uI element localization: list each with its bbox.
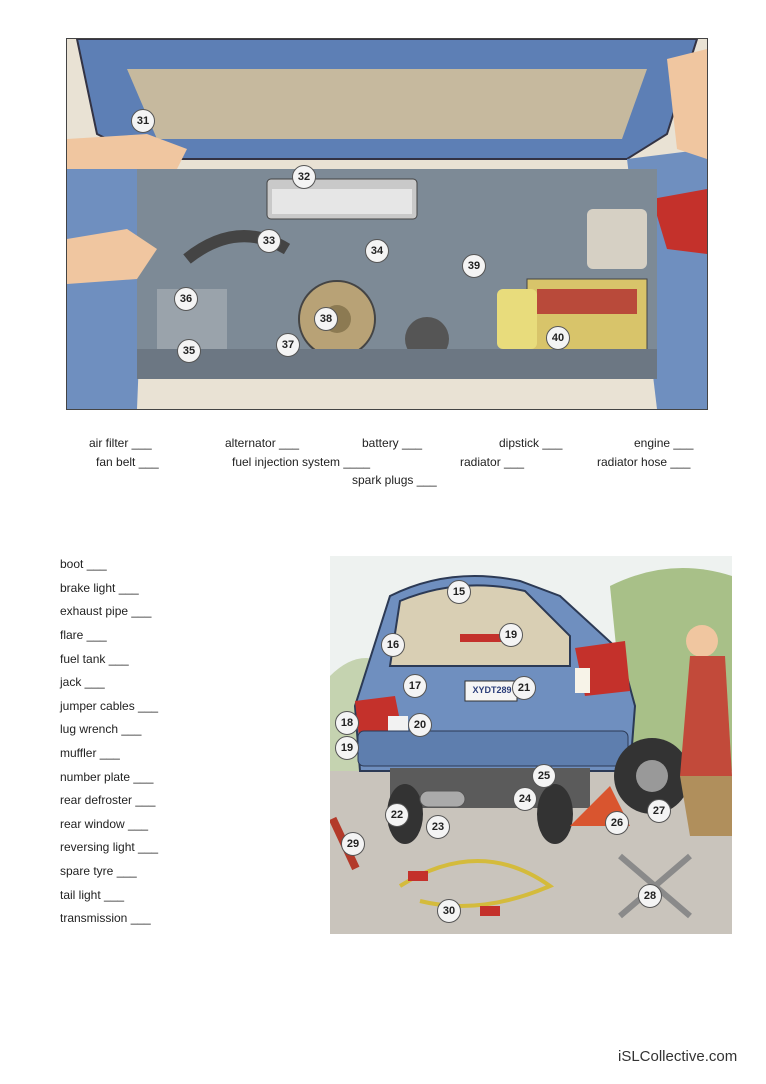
callout-37: 37 bbox=[276, 333, 300, 357]
label-alternator: alternator ___ bbox=[225, 436, 300, 450]
callout-27: 27 bbox=[647, 799, 671, 823]
list-item-number-plate: number plate ___ bbox=[60, 770, 154, 784]
callout-26: 26 bbox=[605, 811, 629, 835]
callout-38: 38 bbox=[314, 307, 338, 331]
callout-36: 36 bbox=[174, 287, 198, 311]
label-battery: battery ___ bbox=[362, 436, 423, 450]
engine-illustration bbox=[66, 38, 708, 410]
label-radiator: radiator ___ bbox=[460, 455, 525, 469]
list-item-flare: flare ___ bbox=[60, 628, 107, 642]
callout-32: 32 bbox=[292, 165, 316, 189]
callout-28: 28 bbox=[638, 884, 662, 908]
list-item-muffler: muffler ___ bbox=[60, 746, 120, 760]
list-item-jumper-cables: jumper cables ___ bbox=[60, 699, 159, 713]
list-item-fuel-tank: fuel tank ___ bbox=[60, 652, 129, 666]
list-item-exhaust-pipe: exhaust pipe ___ bbox=[60, 604, 152, 618]
car-rear-illustration bbox=[330, 556, 732, 934]
callout-17: 17 bbox=[403, 674, 427, 698]
list-item-lug-wrench: lug wrench ___ bbox=[60, 722, 142, 736]
callout-33: 33 bbox=[257, 229, 281, 253]
callout-15: 15 bbox=[447, 580, 471, 604]
callout-40: 40 bbox=[546, 326, 570, 350]
number-plate-text: XYDT289 bbox=[472, 685, 512, 695]
watermark: iSLCollective.com bbox=[618, 1048, 738, 1065]
callout-19a: 19 bbox=[499, 623, 523, 647]
label-radiator-hose: radiator hose ___ bbox=[597, 455, 691, 469]
label-engine: engine ___ bbox=[634, 436, 694, 450]
list-item-brake-light: brake light ___ bbox=[60, 581, 139, 595]
callout-16: 16 bbox=[381, 633, 405, 657]
list-item-transmission: transmission ___ bbox=[60, 911, 151, 925]
list-item-rear-defroster: rear defroster ___ bbox=[60, 793, 156, 807]
callout-24: 24 bbox=[513, 787, 537, 811]
callout-34: 34 bbox=[365, 239, 389, 263]
list-item-spare-tyre: spare tyre ___ bbox=[60, 864, 137, 878]
callout-18: 18 bbox=[335, 711, 359, 735]
label-spark-plugs: spark plugs ___ bbox=[352, 473, 437, 487]
engine-scene bbox=[67, 39, 707, 409]
callout-22: 22 bbox=[385, 803, 409, 827]
list-item-tail-light: tail light ___ bbox=[60, 888, 125, 902]
callout-20: 20 bbox=[408, 713, 432, 737]
car-rear-scene bbox=[330, 556, 732, 934]
label-dipstick: dipstick ___ bbox=[499, 436, 563, 450]
callout-19b: 19 bbox=[335, 736, 359, 760]
label-fan-belt: fan belt ___ bbox=[96, 455, 159, 469]
list-item-jack: jack ___ bbox=[60, 675, 105, 689]
callout-39: 39 bbox=[462, 254, 486, 278]
callout-30: 30 bbox=[437, 899, 461, 923]
callout-31: 31 bbox=[131, 109, 155, 133]
callout-21: 21 bbox=[512, 676, 536, 700]
label-air-filter: air filter ___ bbox=[89, 436, 152, 450]
label-fuel-injection-system: fuel injection system ____ bbox=[232, 455, 371, 469]
callout-23: 23 bbox=[426, 815, 450, 839]
callout-25: 25 bbox=[532, 764, 556, 788]
list-item-rear-window: rear window ___ bbox=[60, 817, 149, 831]
list-item-reversing-light: reversing light ___ bbox=[60, 840, 159, 854]
callout-29: 29 bbox=[341, 832, 365, 856]
callout-35: 35 bbox=[177, 339, 201, 363]
list-item-boot: boot ___ bbox=[60, 557, 107, 571]
